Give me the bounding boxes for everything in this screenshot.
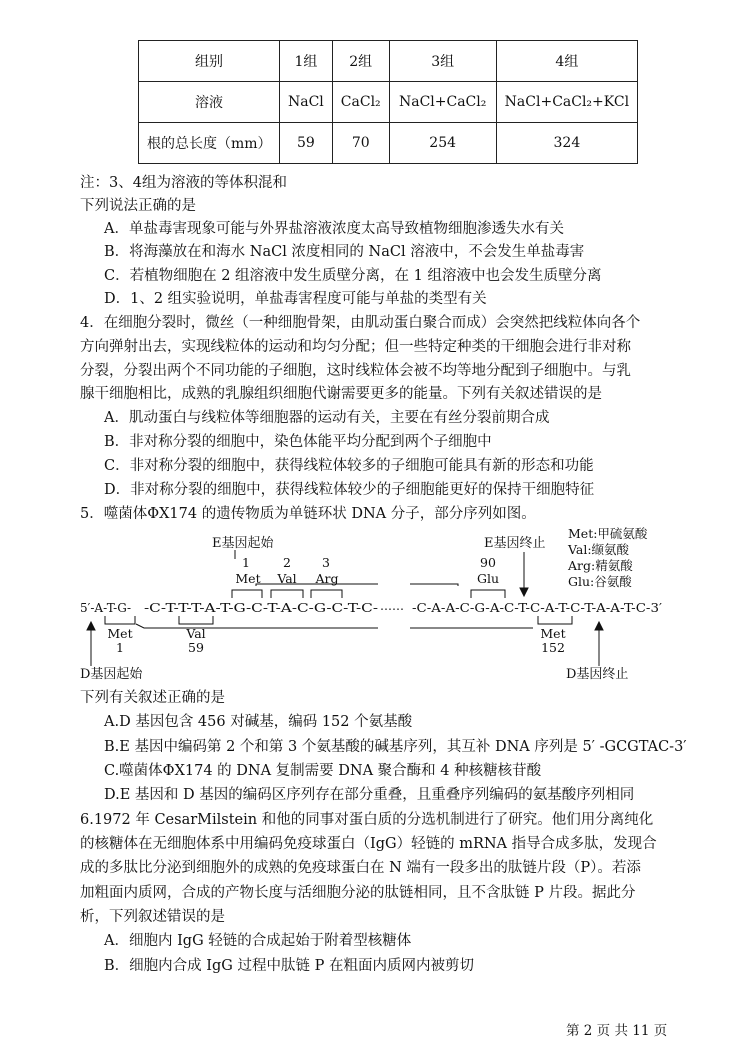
d-amino-acid: Met [540,626,566,641]
option-d: D．非对称分裂的细胞中，获得线粒体较少的子细胞能更好的保持干细胞特征 [104,482,595,498]
e-codon-number: 2 [283,555,291,570]
codon-bracket [538,616,572,624]
table-cell: 3组 [389,41,496,82]
e-codon-number: 3 [322,555,330,570]
codon-bracket [232,590,262,598]
table-cell: 324 [496,123,637,164]
codon-bracket [311,590,342,598]
d-codon-number: 59 [188,640,204,655]
d-amino-acid: Val [186,626,206,641]
question-6-text: 析，下列叙述错误的是 [80,909,225,925]
option-c: C.噬菌体ΦX174 的 DNA 复制需要 DNA 聚合酶和 4 种核糖核苷酸 [104,763,542,779]
codon-bracket [271,590,303,598]
option-a: A.D 基因包含 456 对碱基，编码 152 个氨基酸 [104,714,413,730]
question-stem: 下列有关叙述正确的是 [80,690,225,706]
question-4-text: 腺干细胞相比，成熟的乳腺组织细胞代谢需要更多的能量。下列有关叙述错误的是 [80,386,602,402]
sequence-gap: …… [380,599,404,613]
option-d: D.E 基因和 D 基因的编码区序列存在部分重叠，且重叠序列编码的氨基酸序列相同 [104,787,635,803]
table-cell: NaCl [280,82,333,123]
table-cell: 组别 [139,41,280,82]
question-6-text: 6.1972 年 CesarMilstein 和他的同事对蛋白质的分选机制进行了研究。他们用分离纯化 [80,812,654,828]
table-cell: NaCl+CaCl₂+KCl [496,82,637,123]
sequence-middle: -C-T-T-T-A-T-G-C-T-A-C-G-C-T-C- [144,601,378,615]
table-note: 注：3、4组为溶液的等体积混和 [80,175,287,191]
d-gene-bracket [136,624,378,628]
e-amino-acid: Met [235,571,261,586]
question-6-text: 成的多肽比分泌到细胞外的成熟的免疫球蛋白在 N 端有一段多出的肽链片段（P）。若添 [80,860,641,876]
question-4-text: 4．在细胞分裂时，微丝（一种细胞骨架，由肌动蛋白聚合而成）会突然把线粒体向各个 [80,315,641,331]
table-row [139,82,638,123]
legend-item: Met:甲硫氨酸 [568,526,648,541]
codon-bracket [179,616,213,624]
e-codon-number: 1 [242,555,250,570]
page-footer: 第 2 页 共 11 页 [566,1023,668,1039]
option-d: D．1、2 组实验说明，单盐毒害程度可能与单盐的类型有关 [104,291,487,307]
d-amino-acid: Met [107,626,133,641]
table-cell: 4组 [496,41,637,82]
sequence-right: -C-A-A-C-G-A-C-T-C-A-T-C-T-A-A-T-C-3′ [412,601,663,615]
table-cell: 70 [332,123,389,164]
option-b: B．细胞内合成 IgG 过程中肽链 P 在粗面内质网内被剪切 [104,958,474,974]
table-row [139,123,638,164]
option-c: C．若植物细胞在 2 组溶液中发生质壁分离，在 1 组溶液中也会发生质壁分离 [104,268,602,284]
option-b: B．将海藻放在和海水 NaCl 浓度相同的 NaCl 溶液中，不会发生单盐毒害 [104,244,585,260]
option-b: B．非对称分裂的细胞中，染色体能平均分配到两个子细胞中 [104,434,492,450]
table-cell: CaCl₂ [332,82,389,123]
table-header-row [139,41,638,82]
e-amino-acid: Val [277,571,297,586]
table-cell: 溶液 [139,82,280,123]
question-stem: 下列说法正确的是 [80,198,196,214]
table-cell: 根的总长度（mm） [139,123,280,164]
d-gene-end-label: D基因终止 [566,667,629,682]
option-a: A．肌动蛋白与线粒体等细胞器的运动有关，主要在有丝分裂前期合成 [104,410,550,426]
legend-item: Val:缬氨酸 [568,542,630,557]
experiment-table [138,40,638,164]
e-gene-start-label: E基因起始 [212,536,274,551]
question-5-text: 5．噬菌体ΦX174 的遗传物质为单链环状 DNA 分子，部分序列如图。 [80,506,536,522]
option-a: A．单盐毒害现象可能与外界盐溶液浓度太高导致植物细胞渗透失水有关 [104,221,564,237]
table-cell: 1组 [280,41,333,82]
d-gene-start-label: D基因起始 [80,667,143,682]
option-c: C．非对称分裂的细胞中，获得线粒体较多的子细胞可能具有新的形态和功能 [104,458,594,474]
e-amino-acid: Glu [476,571,500,586]
question-4-text: 分裂，分裂出两个不同功能的子细胞，这时线粒体会被不均等地分配到子细胞中。与乳 [80,363,631,379]
option-a: A．细胞内 IgG 轻链的合成起始于附着型核糖体 [104,933,412,949]
e-amino-acid: Arg [315,571,339,586]
dna-sequence-figure [78,526,664,684]
legend-item: Arg:精氨酸 [568,558,633,573]
table-cell: 2组 [332,41,389,82]
table-cell: NaCl+CaCl₂ [389,82,496,123]
e-codon-number: 90 [480,555,496,570]
codon-bracket [471,590,505,598]
question-6-text: 加粗面内质网，合成的产物长度与活细胞分泌的肽链相同，且不含肽链 P 片段。据此分 [80,885,636,901]
option-b: B.E 基因中编码第 2 个和第 3 个氨基酸的碱基序列，其互补 DNA 序列是 5′ -GCGTAC-3′ [104,739,687,755]
table-cell: 254 [389,123,496,164]
question-6-text: 的核糖体在无细胞体系中用编码免疫球蛋白（IgG）轻链的 mRNA 指导合成多肽，发现合 [80,836,657,852]
d-codon-number: 1 [116,640,124,655]
table-cell: 59 [280,123,333,164]
d-codon-number: 152 [541,640,565,655]
question-4-text: 方向弹射出去，实现线粒体的运动和均匀分配；但一些特定种类的干细胞会进行非对称 [80,339,631,355]
e-gene-end-label: E基因终止 [484,536,546,551]
sequence-left: 5′-A-T-G- [80,601,132,615]
codon-bracket [105,616,135,624]
legend-item: Glu:谷氨酸 [568,574,632,589]
